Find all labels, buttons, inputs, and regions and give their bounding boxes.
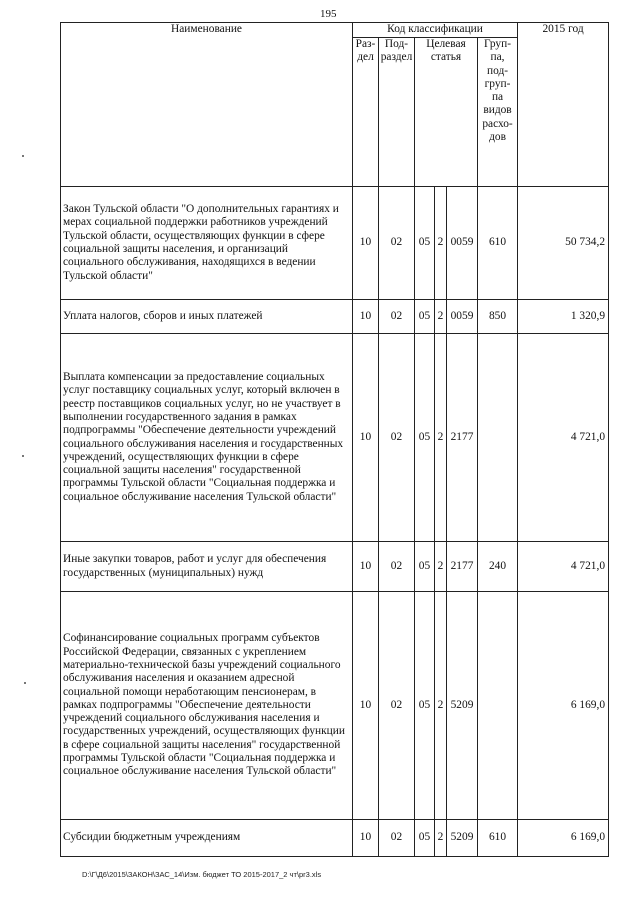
row-cs3: 0059 xyxy=(447,187,478,300)
row-sum: 1 320,9 xyxy=(518,300,609,334)
row-name: Субсидии бюджетным учреждениям xyxy=(61,820,353,857)
row-cs1: 05 xyxy=(415,300,435,334)
table-row xyxy=(61,187,609,300)
table-row xyxy=(61,300,609,334)
row-cs3: 0059 xyxy=(447,300,478,334)
row-podrazdel: 02 xyxy=(379,592,415,820)
scan-speck xyxy=(22,455,24,457)
row-vid xyxy=(478,334,518,542)
row-vid: 610 xyxy=(478,187,518,300)
row-cs1: 05 xyxy=(415,592,435,820)
row-sum: 6 169,0 xyxy=(518,820,609,857)
row-cs3: 2177 xyxy=(447,542,478,592)
row-name: Выплата компенсации за предоставление социальных услуг поставщику социальных услуг, который включен в реестр поставщиков социальных услуг, но не участвует в выполнении государственного задания в рамках подпрограммы "Обеспечение деятельности учреждений социального обслуживания населения и государственных учреждений, осуществляющих функции в сфере социальной защиты населения" государственной программы Тульской области "Социальная поддержка и социальное обслуживание населения Тульской области" xyxy=(61,334,353,542)
row-razdel: 10 xyxy=(353,820,379,857)
row-cs3: 5209 xyxy=(447,820,478,857)
row-sum: 50 734,2 xyxy=(518,187,609,300)
row-razdel: 10 xyxy=(353,592,379,820)
row-cs2: 2 xyxy=(435,820,447,857)
row-cs2: 2 xyxy=(435,187,447,300)
file-path-footer: D:\Г\Д6\2015\ЗАКОН\ЗАС_14\Изм. бюджет ТО 2015-2017_2 чт\pr3.xls xyxy=(82,870,322,879)
row-name: Софинансирование социальных программ субъектов Российской Федерации, связанных с укреплением материально-технической базы учреждений социального обслуживания населения и оказанием адресной социальной помощи неработающим пенсионерам, в рамках подпрограммы "Обеспечение деятельности учреждений социального обслуживания населения и государственных учреждений, осуществляющих функции в сфере социальной защиты населения" государственной программы Тульской области "Социальная поддержка и социальное обслуживание населения Тульской области" xyxy=(61,592,353,820)
row-podrazdel: 02 xyxy=(379,542,415,592)
table-row xyxy=(61,592,609,820)
row-cs2: 2 xyxy=(435,300,447,334)
row-razdel: 10 xyxy=(353,187,379,300)
header-celevaya: Целевая статья xyxy=(415,38,478,187)
table-row xyxy=(61,334,609,542)
row-razdel: 10 xyxy=(353,542,379,592)
scan-speck xyxy=(24,682,26,684)
row-cs3: 5209 xyxy=(447,592,478,820)
header-vid: Груп- па, под- груп- па видов расхо- дов xyxy=(478,38,518,187)
budget-table xyxy=(60,22,609,857)
row-cs1: 05 xyxy=(415,187,435,300)
page-number: 195 xyxy=(320,8,337,20)
row-sum: 4 721,0 xyxy=(518,334,609,542)
row-vid: 240 xyxy=(478,542,518,592)
row-name: Иные закупки товаров, работ и услуг для обеспечения государственных (муниципальных) нужд xyxy=(61,542,353,592)
row-razdel: 10 xyxy=(353,300,379,334)
row-podrazdel: 02 xyxy=(379,334,415,542)
row-name: Уплата налогов, сборов и иных платежей xyxy=(61,300,353,334)
row-cs2: 2 xyxy=(435,334,447,542)
row-cs1: 05 xyxy=(415,334,435,542)
row-vid: 850 xyxy=(478,300,518,334)
row-cs1: 05 xyxy=(415,820,435,857)
row-podrazdel: 02 xyxy=(379,300,415,334)
scan-speck xyxy=(22,155,24,157)
row-name: Закон Тульской области "О дополнительных гарантиях и мерах социальной поддержки работников учреждений Тульской области, осуществляющих функции в сфере социальной защиты населения, и организаций социального обслуживания, находящихся в ведении Тульской области" xyxy=(61,187,353,300)
header-razdel: Раз- дел xyxy=(353,38,379,187)
row-cs3: 2177 xyxy=(447,334,478,542)
table-row xyxy=(61,542,609,592)
row-razdel: 10 xyxy=(353,334,379,542)
row-podrazdel: 02 xyxy=(379,187,415,300)
header-name: Наименование xyxy=(61,23,353,187)
row-cs2: 2 xyxy=(435,542,447,592)
row-cs2: 2 xyxy=(435,592,447,820)
row-vid xyxy=(478,592,518,820)
row-sum: 4 721,0 xyxy=(518,542,609,592)
row-sum: 6 169,0 xyxy=(518,592,609,820)
row-podrazdel: 02 xyxy=(379,820,415,857)
row-cs1: 05 xyxy=(415,542,435,592)
row-vid: 610 xyxy=(478,820,518,857)
table-row xyxy=(61,820,609,857)
header-podrazdel: Под- раздел xyxy=(379,38,415,187)
header-code-group: Код классификации xyxy=(353,23,518,38)
header-year: 2015 год xyxy=(518,23,609,187)
